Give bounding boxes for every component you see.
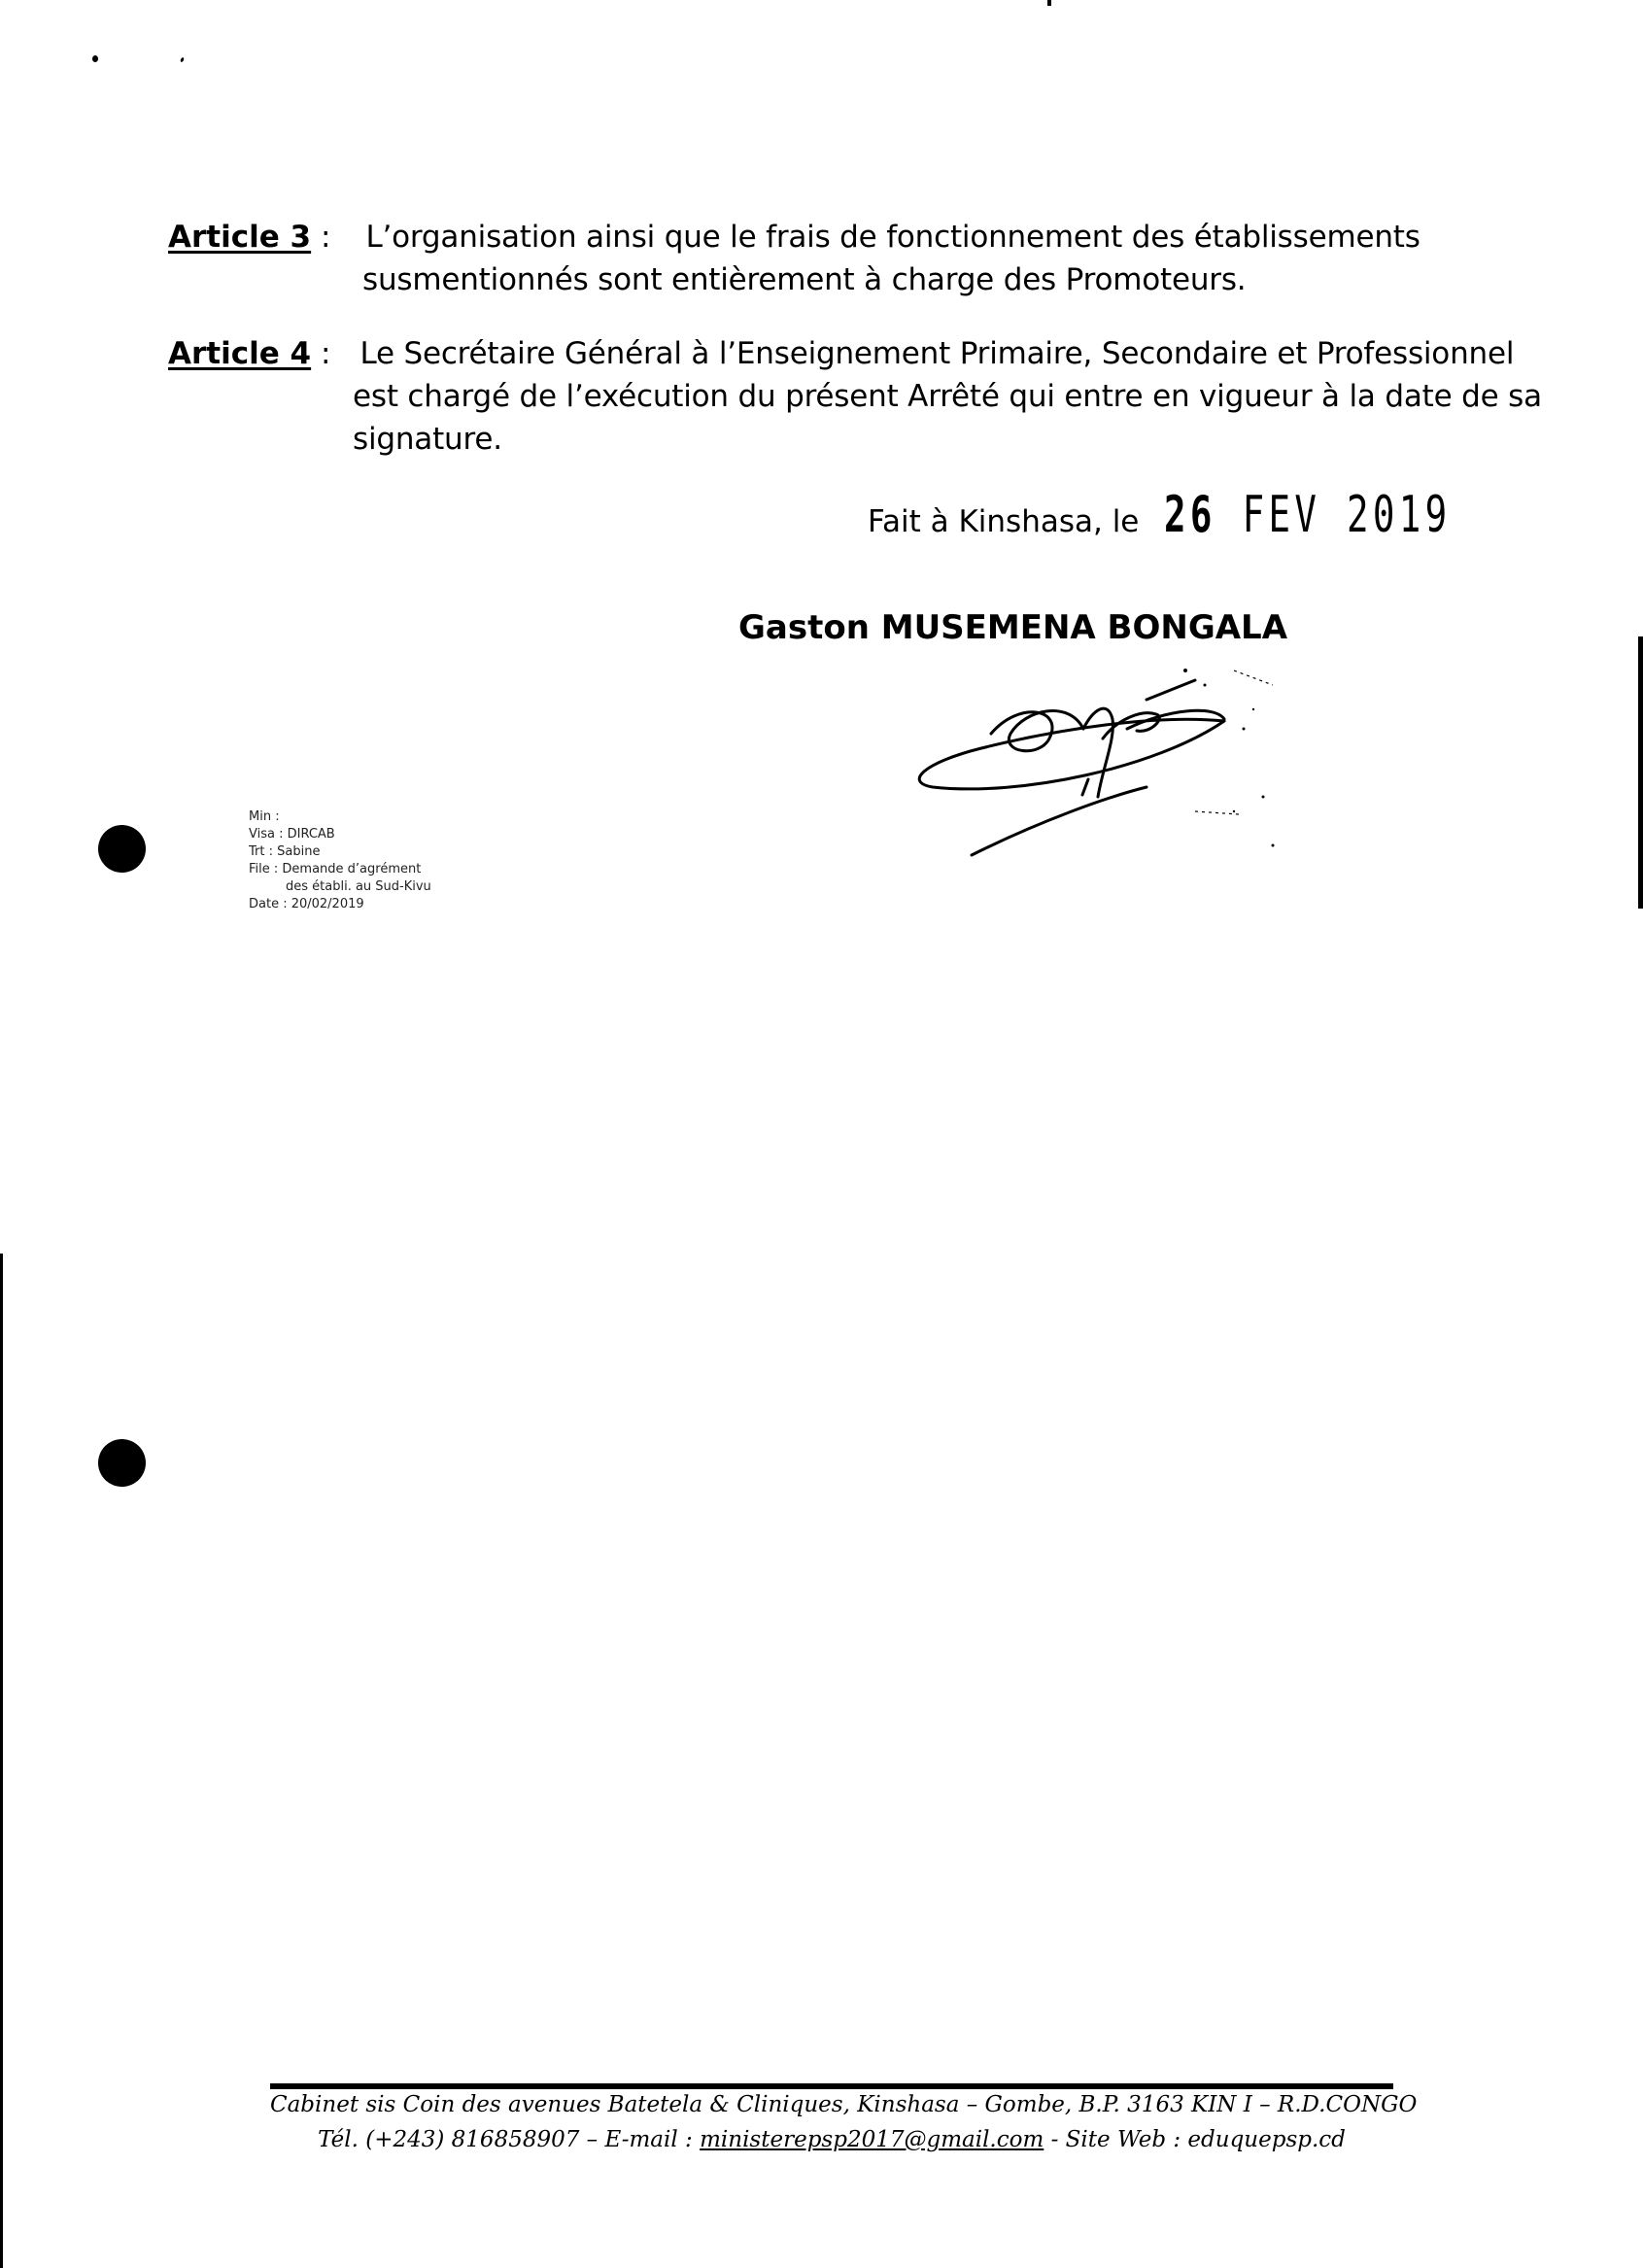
punch-hole <box>98 1439 146 1487</box>
article-4 <box>168 332 1542 461</box>
footer-web: - Site Web : eduquepsp.cd <box>1044 2127 1346 2152</box>
scan-edge-shadow <box>1638 636 1643 909</box>
article-line <box>168 332 1528 375</box>
footer-phone: Tél. (+243) 816858907 – E-mail : <box>318 2127 701 2152</box>
signature-icon <box>904 641 1341 865</box>
article-text: est chargé de l’exécution du présent Arrêté qui entre en vigueur à la date de sa <box>353 379 1542 414</box>
reference-date: Date : 20/02/2019 <box>249 897 364 911</box>
article-text: Le Secrétaire Général à l’Enseignement Primaire, Secondaire et Professionnel <box>359 336 1515 371</box>
scan-speck <box>180 57 185 63</box>
reference-trt: Trt : Sabine <box>249 844 321 859</box>
article-colon: : <box>311 336 331 371</box>
date-month: FEV <box>1242 486 1321 544</box>
footer-contact <box>270 2122 1393 2157</box>
date-line <box>868 486 1563 544</box>
date-label: Fait à Kinshasa, le <box>868 504 1140 539</box>
article-colon: : <box>311 220 331 255</box>
reference-block <box>249 808 431 913</box>
date-year: 2019 <box>1347 486 1452 544</box>
footer-address: Cabinet sis Coin des avenues Batetela & Cliniques, Kinshasa – Gombe, B.P. 3163 KIN I – R.D.CONGO <box>270 2092 1418 2117</box>
article-text: susmentionnés sont entièrement à charge des Promoteurs. <box>362 262 1247 297</box>
article-text: L’organisation ainsi que le frais de fonctionnement des établissements <box>365 220 1421 255</box>
reference-file-cont: des établi. au Sud-Kivu <box>286 879 431 894</box>
scan-edge-shadow <box>0 1254 3 2268</box>
date-day: 26 <box>1164 486 1217 544</box>
reference-file: File : Demande d’agrément <box>249 862 422 876</box>
article-text: signature. <box>353 422 502 457</box>
signatory-name: Gaston MUSEMENA BONGALA <box>738 608 1288 647</box>
footer-email-link[interactable]: ministerepsp2017@gmail.com <box>700 2127 1044 2152</box>
footer <box>270 2087 1418 2157</box>
article-line <box>168 216 1528 258</box>
date-stamp <box>1164 486 1451 544</box>
article-heading: Article 4 <box>168 336 312 371</box>
scan-speck <box>92 55 98 62</box>
reference-visa: Visa : DIRCAB <box>249 827 335 842</box>
reference-min: Min : <box>249 809 280 824</box>
article-3 <box>168 216 1528 301</box>
punch-hole <box>98 825 146 873</box>
article-heading: Article 3 <box>168 220 312 255</box>
scan-mark <box>1047 0 1051 6</box>
